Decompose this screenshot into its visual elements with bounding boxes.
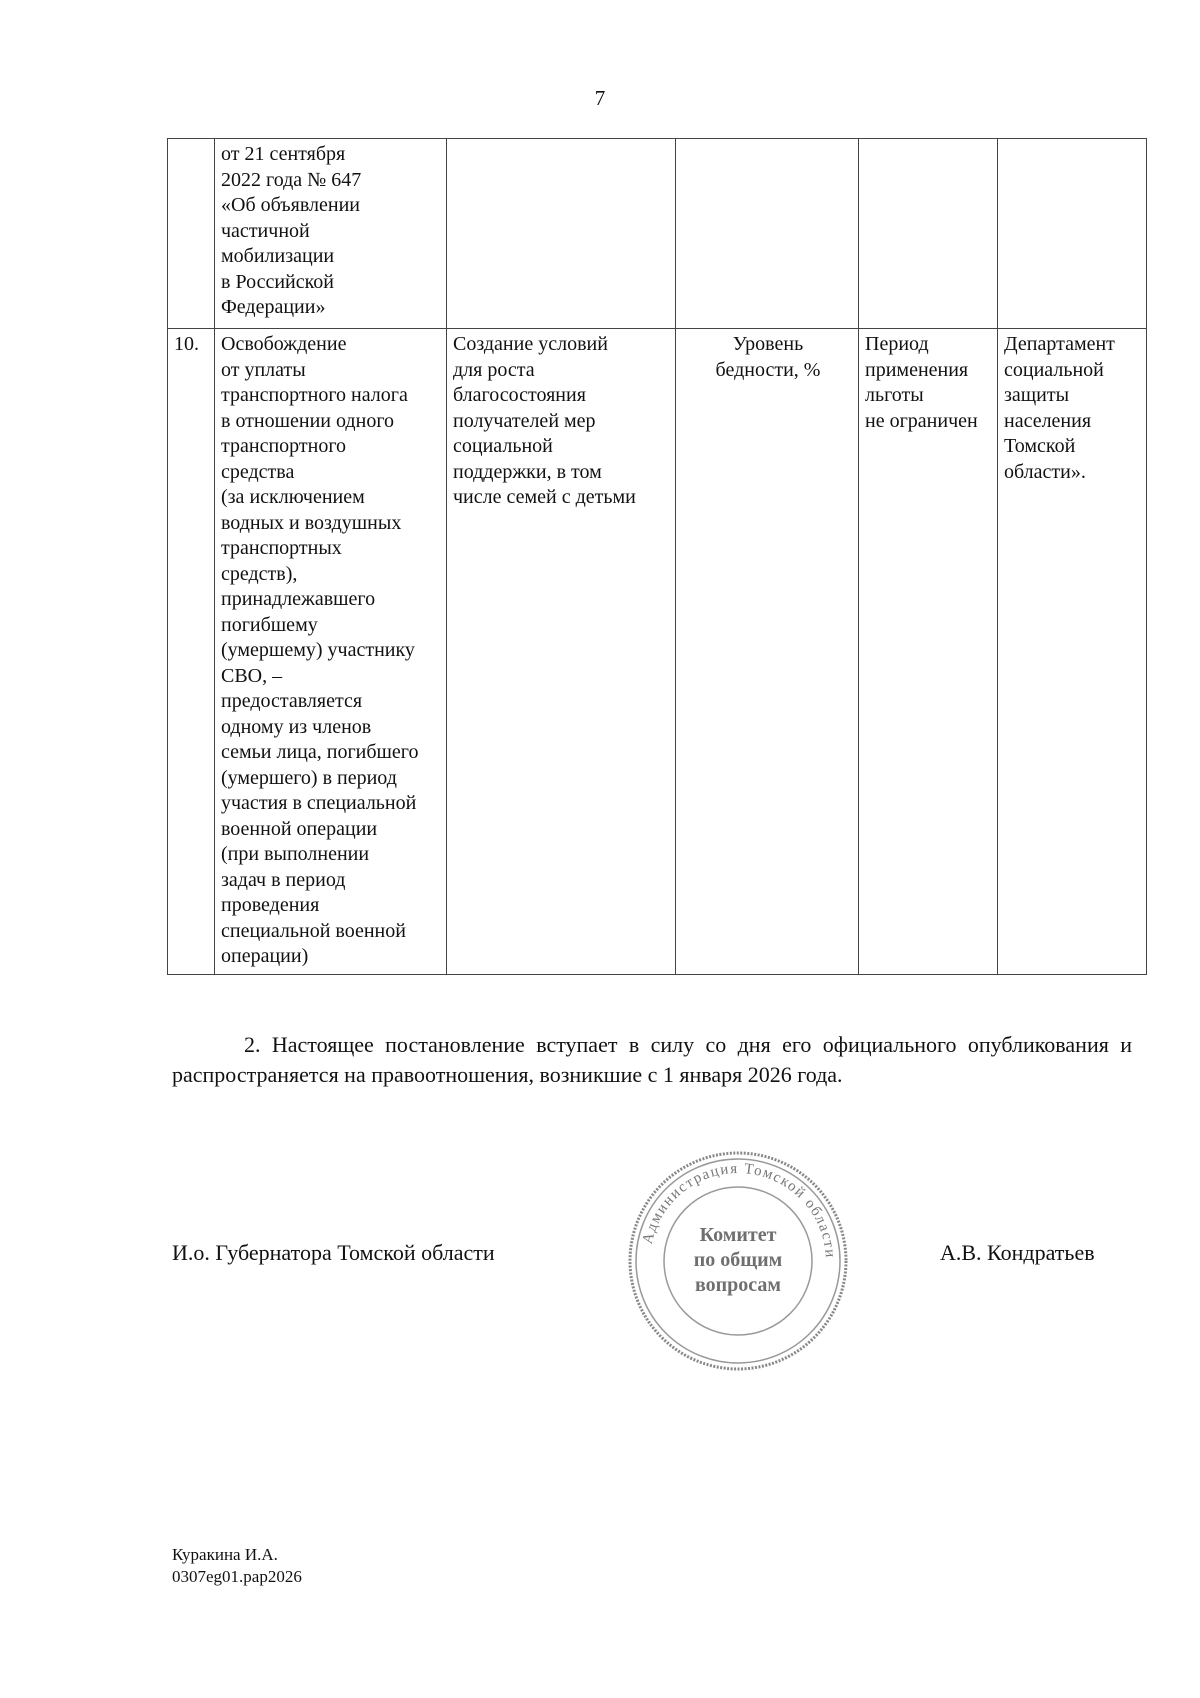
period-cell bbox=[859, 139, 998, 329]
indicator-cell bbox=[676, 139, 859, 329]
page-number: 7 bbox=[594, 86, 606, 110]
stamp-ring-text: Администрация Томской области bbox=[639, 1160, 839, 1260]
stamp-center-line: Комитет bbox=[699, 1224, 777, 1246]
benefits-table bbox=[167, 138, 1147, 975]
period-cell: Период применения льготы не ограничен bbox=[859, 329, 998, 975]
clause-2-paragraph: 2. Настоящее постановление вступает в силу со дня его официального опубликования и распространяется на правоотношения, возникшие с 1 января 2026 года. bbox=[172, 1032, 1132, 1087]
goal-cell bbox=[447, 139, 676, 329]
official-stamp bbox=[625, 1148, 851, 1374]
table-row bbox=[168, 329, 1147, 975]
row-number-cell: 10. bbox=[168, 329, 215, 975]
goal-cell: Создание условий для роста благосостояния получателей мер социальной поддержки, в том числе семей с детьми bbox=[447, 329, 676, 975]
table-row bbox=[168, 139, 1147, 329]
footer bbox=[172, 1544, 302, 1588]
row-number-cell bbox=[168, 139, 215, 329]
indicator-cell: Уровень бедности, % bbox=[676, 329, 859, 975]
executor-name: Куракина И.А. bbox=[172, 1545, 278, 1564]
curator-cell bbox=[998, 139, 1147, 329]
signer-position: И.о. Губернатора Томской области bbox=[172, 1240, 495, 1265]
benefit-cell: Освобождение от уплаты транспортного налога в отношении одного транспортного средства (за исключением водных и воздушных транспортных средств), принадлежавшего погибшему (умершему) участнику СВО, – предоставляется одному из членов семьи лица, погибшего (умершего) в период участия в специальной военной операции (при выполнении задач в период проведения специальной военной операции) bbox=[215, 329, 447, 975]
file-code: 0307eg01.pap2026 bbox=[172, 1567, 302, 1586]
signer-name: А.В. Кондратьев bbox=[940, 1240, 1095, 1265]
stamp-center-line: вопросам bbox=[694, 1274, 782, 1296]
stamp-center-line: по общим bbox=[693, 1249, 783, 1271]
benefit-cell: от 21 сентября 2022 года № 647 «Об объявлении частичной мобилизации в Российской Федерации» bbox=[215, 139, 447, 329]
curator-cell: Департамент социальной защиты населения Томской области». bbox=[998, 329, 1147, 975]
